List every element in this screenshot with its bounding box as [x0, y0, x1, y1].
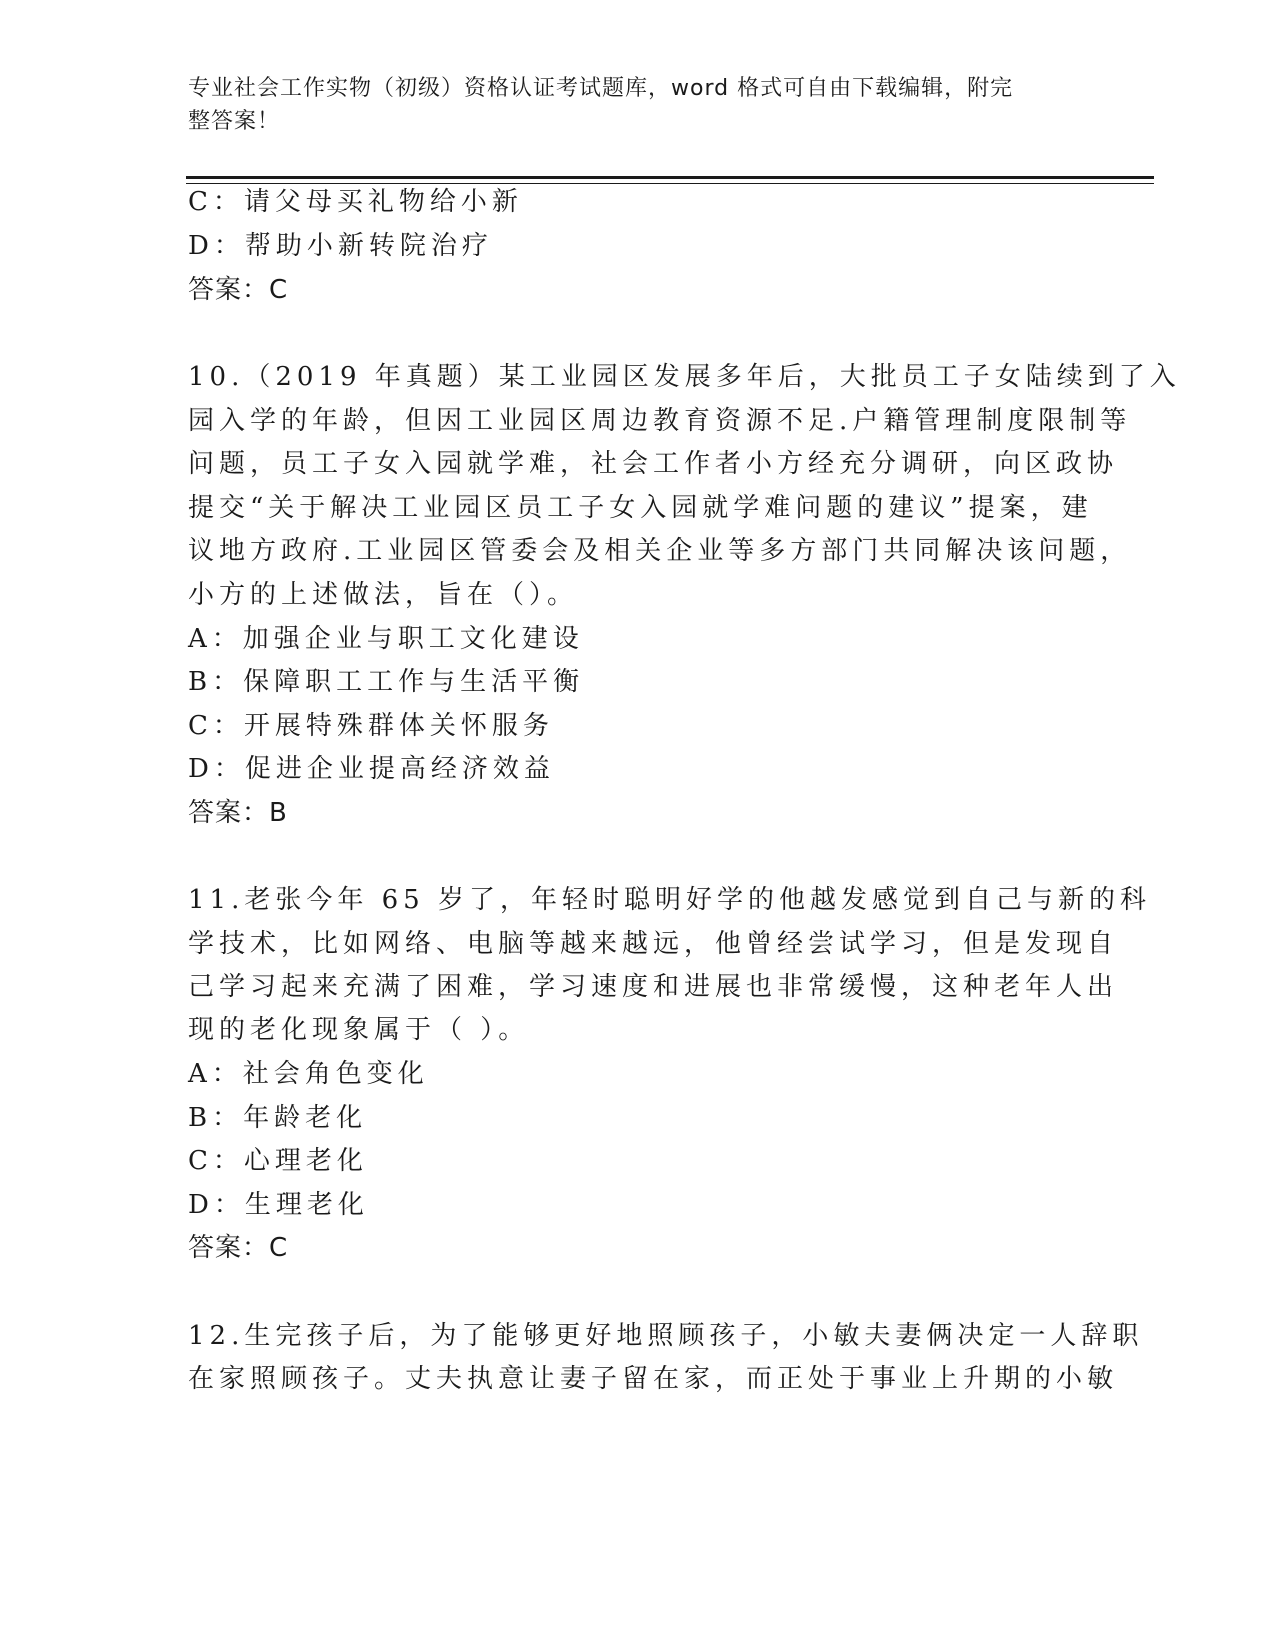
header-title-line-2: 整答案！	[188, 109, 281, 134]
q11-option-c: C：心理老化	[188, 1146, 368, 1176]
q10-text-line: 小方的上述做法，旨在（）。	[188, 580, 579, 610]
q11-text-line: 学技术，比如网络、电脑等越来越远，他曾经尝试学习，但是发现自	[188, 929, 1119, 959]
q10-text-line: 问题，员工子女入园就学难，社会工作者小方经充分调研，向区政协	[188, 449, 1119, 479]
q11-option-b: B：年龄老化	[188, 1103, 368, 1133]
q10-answer: 答案：B	[188, 798, 288, 828]
header-divider-thick	[186, 176, 1154, 179]
q9-option-c: C：请父母买礼物给小新	[188, 187, 523, 217]
q10-option-c: C：开展特殊群体关怀服务	[188, 711, 554, 741]
q12-text-line: 在家照顾孩子。丈夫执意让妻子留在家，而正处于事业上升期的小敏	[188, 1364, 1119, 1394]
document-header	[188, 72, 1068, 138]
q12-text-line: 12.生完孩子后，为了能够更好地照顾孩子，小敏夫妻俩决定一人辞职	[188, 1321, 1144, 1351]
q10-option-a: A：加强企业与职工文化建设	[188, 624, 584, 654]
q11-option-d: D：生理老化	[188, 1190, 369, 1220]
q10-text-line: 10.（2019 年真题）某工业园区发展多年后，大批员工子女陆续到了入	[188, 362, 1181, 392]
q11-text-line: 己学习起来充满了困难，学习速度和进展也非常缓慢，这种老年人出	[188, 972, 1119, 1002]
q9-answer: 答案：C	[188, 275, 289, 305]
q11-text-line: 11.老张今年 65 岁了，年轻时聪明好学的他越发感觉到自己与新的科	[188, 885, 1151, 915]
header-title-line-1: 专业社会工作实物（初级）资格认证考试题库，word 格式可自由下载编辑，附完	[188, 76, 1014, 101]
q10-text-line: 议地方政府.工业园区管委会及相关企业等多方部门共同解决该问题，	[188, 536, 1132, 566]
q11-option-a: A：社会角色变化	[188, 1059, 429, 1089]
q10-option-d: D：促进企业提高经济效益	[188, 754, 555, 784]
q9-option-d: D：帮助小新转院治疗	[188, 231, 493, 261]
q11-answer: 答案：C	[188, 1233, 289, 1263]
q10-text-line: 提交“关于解决工业园区员工子女入园就学难问题的建议”提案，建	[188, 493, 1093, 523]
q10-text-line: 园入学的年龄，但因工业园区周边教育资源不足.户籍管理制度限制等	[188, 406, 1132, 436]
q10-option-b: B：保障职工工作与生活平衡	[188, 667, 585, 697]
q11-text-line: 现的老化现象属于（ ）。	[188, 1015, 530, 1045]
